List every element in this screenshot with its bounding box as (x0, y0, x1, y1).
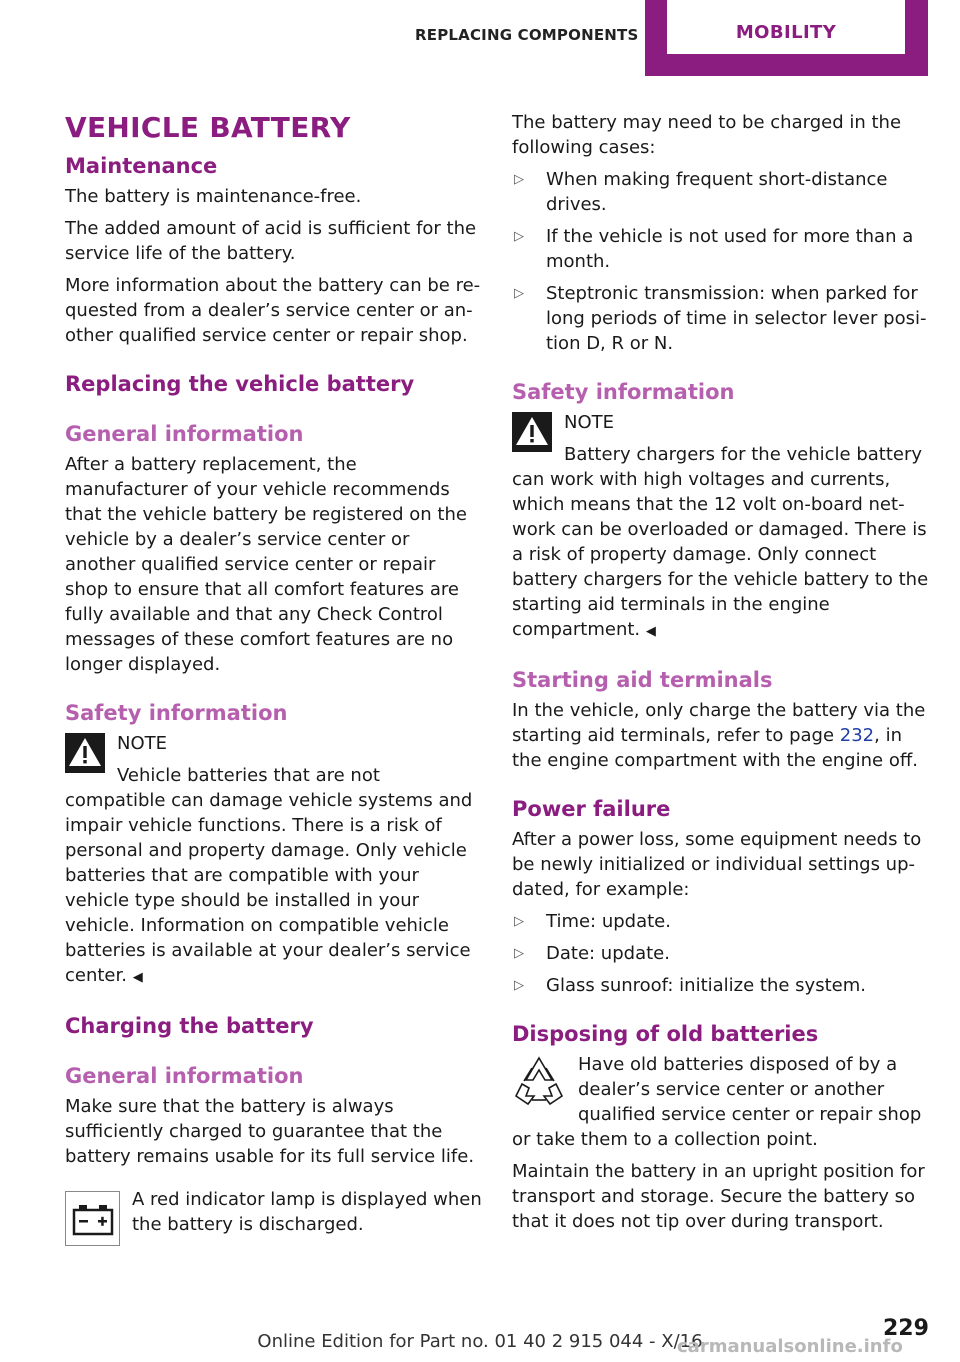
replacing-note-label: NOTE (117, 733, 168, 754)
disposing-info (512, 1052, 930, 1159)
footer-edition: Online Edition for Part no. 01 40 2 915 044 - X/16 (257, 1331, 703, 1352)
triangle-bullet-icon: ▷ (514, 978, 524, 993)
end-mark-icon: ◀ (132, 970, 143, 985)
header-chapter-tab-inner (667, 0, 905, 54)
charging-safety-heading: Safety information (512, 380, 735, 404)
warning-triangle-icon (512, 412, 552, 452)
list-item: ▷ When making frequent short-distance drives. (514, 169, 888, 215)
list-item: ▷ Steptronic transmission: when parked for long periods of time in selector lever position D, R or N. (514, 283, 927, 354)
charging-lamp-text: A red indicator lamp is displayed when the battery is discharged. (132, 1189, 482, 1235)
triangle-bullet-icon: ▷ (514, 286, 524, 301)
disposing-heading: Disposing of old batteries (512, 1022, 819, 1046)
power-failure-list (512, 909, 930, 998)
replacing-note-text: Vehicle batteries that are not compatible can damage vehicle systems and impair vehicle functions. There is a risk of personal and property damage. Only vehicle batteries that are compatible with your vehicle type should be installed in your vehicle. Information on compatible vehicle batteries is available at your dealer’s service center. (65, 765, 473, 986)
header-chapter-label: MOBILITY (735, 22, 837, 43)
charging-lamp-info (65, 1187, 483, 1250)
list-item: ▷ If the vehicle is not used for more than a month. (514, 226, 914, 272)
replacing-heading: Replacing the vehicle battery (65, 372, 415, 396)
battery-lamp-icon-box (65, 1191, 120, 1246)
maintenance-paragraph-2: The added amount of acid is sufficient for the service life of the battery. (65, 218, 477, 264)
replacing-general-text: After a battery replacement, the manufacturer of your vehicle recommends that the vehicle battery be registered on the vehicle by a dealer’s service center or another qualified service center or repair shop to ensure that all comfort features are fully available and that any Check Control messages of these comfort features are no longer displayed. (65, 454, 467, 675)
end-mark-icon: ◀ (645, 624, 656, 639)
charging-note-label: NOTE (564, 412, 615, 433)
page-reference-link[interactable]: 232 (839, 725, 875, 746)
replacing-note (65, 731, 483, 990)
charging-heading: Charging the battery (65, 1014, 314, 1038)
disposing-text-1: Have old batteries disposed of by a dealer’s service center or another qualified service center or repair shop or take them to a collection point. (512, 1054, 922, 1150)
replacing-safety-heading: Safety information (65, 701, 288, 725)
battery-lamp-icon (71, 1202, 115, 1236)
triangle-bullet-icon: ▷ (514, 914, 524, 929)
disposing-text-2: Maintain the battery in an upright position for transport and storage. Secure the battery so that it does not tip over during transport. (512, 1161, 925, 1232)
charging-general-text: Make sure that the battery is always sufficiently charged to guarantee that the battery remains usable for its full service life. (65, 1096, 475, 1167)
warning-triangle-icon (65, 733, 105, 773)
charging-cases-intro: The battery may need to be charged in the following cases: (512, 112, 902, 158)
page-number: 229 (883, 1316, 929, 1341)
charging-note-text: Battery chargers for the vehicle battery can work with high voltages and currents, which means that the 12 volt on-board network can be overloaded or damaged. There is a risk of property damage. Only connect battery chargers for the vehicle battery to the starting aid terminals in the engine compartment. (512, 444, 929, 640)
charging-general-heading: General information (65, 1064, 304, 1088)
power-failure-text: After a power loss, some equipment needs to be newly initialized or individual settings updated, for example: (512, 829, 922, 900)
list-item: ▷ Time: update. (514, 911, 671, 932)
right-column (512, 110, 930, 1241)
list-item: ▷ Date: update. (514, 943, 670, 964)
header-section-title: REPLACING COMPONENTS (415, 26, 639, 44)
recycle-icon (512, 1054, 566, 1108)
left-column (65, 110, 483, 1250)
list-item: ▷ Glass sunroof: initialize the system. (514, 975, 866, 996)
maintenance-paragraph-1: The battery is maintenance-free. (65, 186, 362, 207)
charging-cases-list (512, 167, 930, 356)
page-title: VEHICLE BATTERY (65, 111, 351, 144)
starting-aid-text: In the vehicle, only charge the battery via the starting aid terminals, refer to page 232, in the engine compartment with the engine off. (512, 700, 926, 771)
triangle-bullet-icon: ▷ (514, 172, 524, 187)
maintenance-paragraph-3: More information about the battery can be requested from a dealer’s service center or another qualified service center or repair shop. (65, 275, 481, 346)
header-chapter-tab (645, 0, 928, 76)
triangle-bullet-icon: ▷ (514, 946, 524, 961)
power-failure-heading: Power failure (512, 797, 671, 821)
starting-aid-heading: Starting aid terminals (512, 668, 773, 692)
replacing-general-heading: General information (65, 422, 304, 446)
charging-note (512, 410, 930, 644)
watermark: carmanualsonline.info (677, 1336, 903, 1357)
maintenance-heading: Maintenance (65, 154, 218, 178)
triangle-bullet-icon: ▷ (514, 229, 524, 244)
